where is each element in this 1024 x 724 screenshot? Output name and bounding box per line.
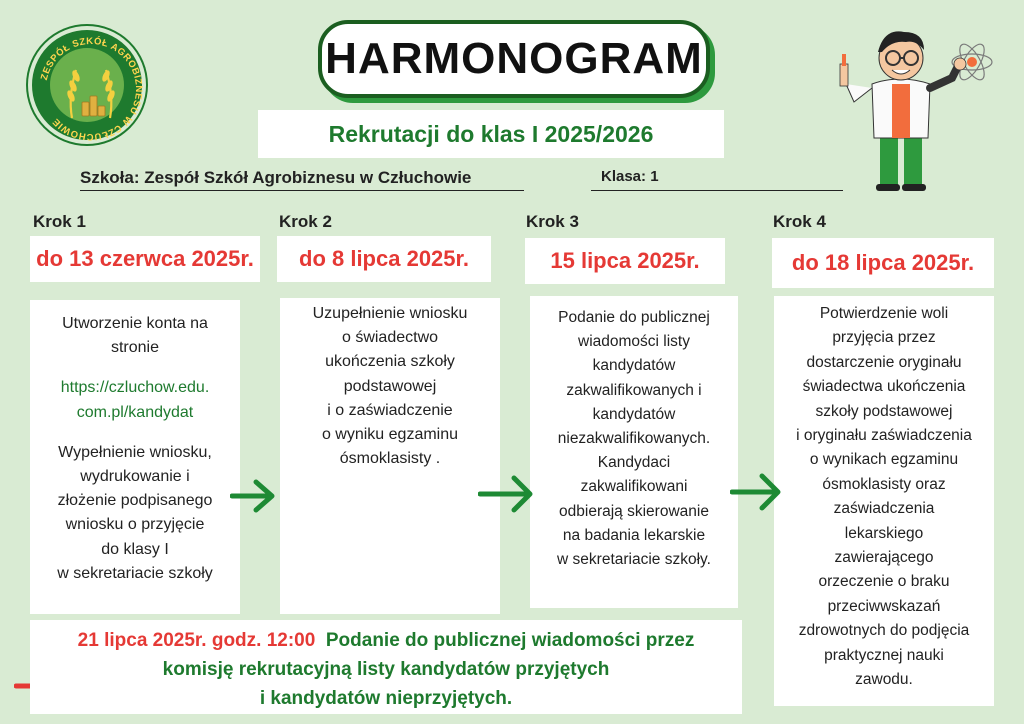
step-1-line: Utworzenie konta na (62, 315, 208, 332)
step-1-line: Wypełnienie wniosku, (58, 443, 212, 461)
step-1-description (30, 300, 240, 614)
step-2-line: Uzupełnienie wniosku (312, 305, 468, 322)
logo-text: ZESPÓŁ SZKÓŁ AGROBIZNESU W CZŁUCHOWIE (38, 35, 145, 143)
svg-text:ZESPÓŁ SZKÓŁ AGROBIZNESU W CZŁ (39, 35, 144, 142)
step-1-line: w sekretariacie szkoły (57, 564, 213, 582)
step-3-line: w sekretariacie szkoły. (557, 551, 711, 569)
step-2-line: i o zaświadczenie (327, 401, 453, 419)
step-1-line: złożenie podpisanego (57, 492, 213, 510)
step-1-line: stronie (110, 339, 160, 357)
student-scientist-icon (832, 18, 1000, 196)
step-3-description (530, 296, 738, 608)
final-date: 21 lipca 2025r. godz. 12:00 (77, 630, 316, 651)
step-3-line: odbierają skierowanie (559, 502, 709, 520)
step-4-line: zawodu. (855, 671, 913, 689)
step-1-line: wniosku o przyjęcie (65, 516, 205, 534)
step-3-line: zakwalifikowani (580, 478, 688, 496)
final-text-3: i kandydatów nieprzyjętych. (259, 688, 513, 709)
step-2-line: o wyniku egzaminu (321, 426, 459, 444)
step-1-line: wydrukowanie i (80, 468, 190, 486)
step-4-line: zaświadczenia (833, 500, 935, 518)
step-1-date: do 13 czerwca 2025r. (30, 236, 260, 282)
step-3-line: wiadomości listy (578, 333, 690, 351)
class-underline (591, 190, 843, 191)
step-4-line: orzeczenie o braku (818, 573, 950, 591)
final-announcement (30, 620, 742, 714)
step-3-line: zakwalifikowanych i (566, 381, 702, 399)
step-4-line: dostarczenie oryginału (806, 353, 962, 371)
step-3-line: Kandydaci (597, 454, 671, 472)
step-4-line: lekarskiego (844, 524, 924, 542)
step-4-line: świadectwa ukończenia (802, 378, 966, 396)
class-label: Klasa: 1 (601, 168, 659, 185)
step-3-line: kandydatów (592, 405, 676, 423)
page-subtitle: Rekrutacji do klas I 2025/2026 (258, 110, 724, 158)
step-1-line: do klasy I (101, 540, 169, 558)
step-2-label: Krok 2 (279, 212, 332, 231)
step-3-date: 15 lipca 2025r. (525, 238, 725, 284)
step-4-line: szkoły podstawowej (815, 402, 953, 420)
final-text-1: Podanie do publicznej wiadomości przez (325, 630, 695, 651)
step-3-label: Krok 3 (526, 212, 579, 231)
step-4-line: zawierającego (834, 549, 934, 567)
arrow-right-icon (230, 476, 280, 516)
step-4-line: o wynikach egzaminu (809, 451, 959, 469)
school-name: Szkoła: Zespół Szkół Agrobiznesu w Człuchowie (80, 168, 524, 191)
step-3-line: niezakwalifikowanych. (557, 430, 711, 448)
step-4-line: Potwierdzenie woli (819, 305, 949, 322)
school-logo (28, 26, 146, 144)
step-3-line: na badania lekarskie (562, 526, 706, 544)
step-2-line: ósmoklasisty . (339, 450, 441, 468)
step-4-label: Krok 4 (773, 212, 826, 231)
arrow-right-icon (478, 472, 538, 516)
step-4-line: i oryginału zaświadczenia (796, 427, 972, 445)
step-4-description (774, 296, 994, 706)
step-4-line: zdrowotnych do podjęcia (798, 622, 970, 640)
registration-link[interactable]: https://czluchow.edu. (60, 379, 210, 397)
step-4-line: przyjęcia przez (832, 329, 936, 347)
step-2-date: do 8 lipca 2025r. (277, 236, 491, 282)
step-4-line: praktycznej nauki (824, 646, 944, 664)
arrow-right-icon (730, 470, 786, 514)
step-4-line: ósmoklasisty oraz (822, 475, 946, 493)
step-2-line: o świadectwo (341, 329, 439, 347)
logo-wheat-icon (32, 30, 150, 148)
step-4-date: do 18 lipca 2025r. (772, 238, 994, 288)
final-line-1 (30, 626, 742, 655)
page-title: HARMONOGRAM (318, 20, 710, 98)
step-2-description (280, 298, 500, 614)
step-4-line: przeciwwskazań (827, 597, 941, 615)
step-1-label: Krok 1 (33, 212, 86, 231)
student-illustration (832, 18, 1000, 196)
step-3-line: Podanie do publicznej (558, 309, 710, 326)
registration-link[interactable]: com.pl/kandydat (76, 403, 194, 421)
step-2-line: podstawowej (343, 377, 437, 395)
step-2-line: ukończenia szkoły (325, 353, 455, 371)
step-3-line: kandydatów (592, 357, 676, 375)
final-text-2: komisję rekrutacyjną listy kandydatów przyjętych (162, 659, 610, 680)
